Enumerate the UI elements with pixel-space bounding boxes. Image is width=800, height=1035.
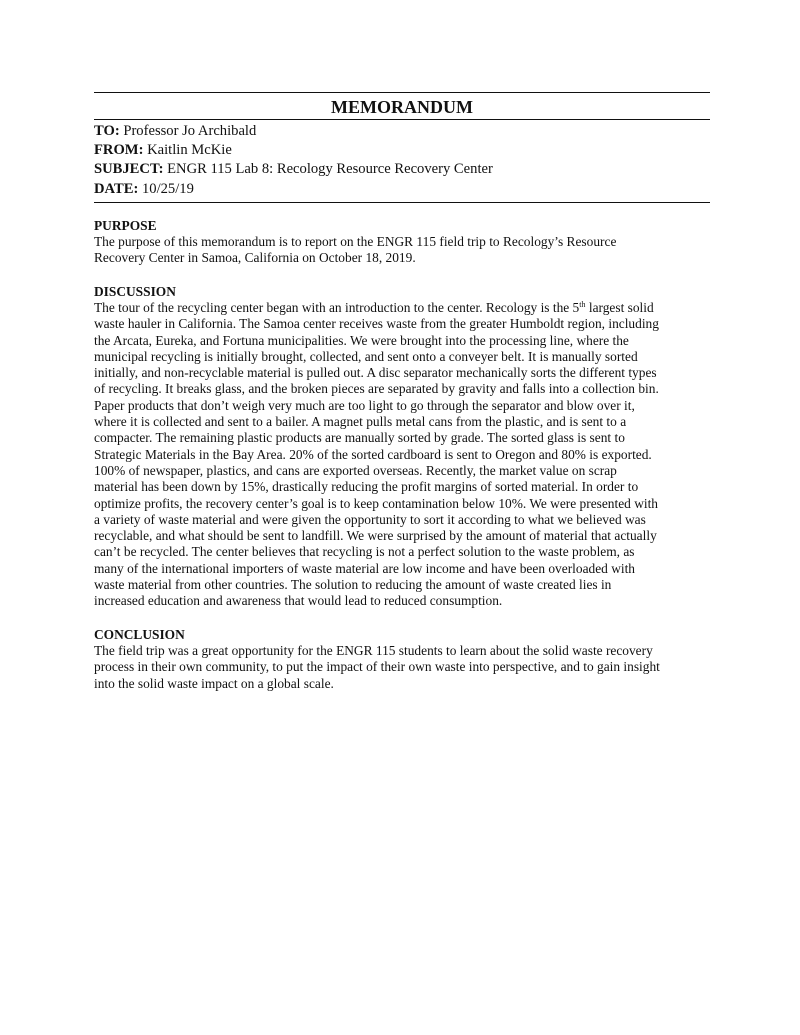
memo-header	[94, 120, 710, 202]
ordinal-suffix: th	[579, 300, 586, 309]
conclusion-line: The field trip was a great opportunity for the ENGR 115 students to learn about the solid waste recovery	[94, 642, 653, 658]
discussion-line: many of the international importers of waste material are low income and have been overloaded with	[94, 560, 636, 576]
purpose-section	[94, 218, 710, 267]
discussion-line: compacter. The remaining plastic products are manually sorted by grade. The sorted glass is sent to	[94, 430, 625, 446]
to-value: Professor Jo Archibald	[119, 123, 257, 139]
discussion-line: material has been down by 15%, drastically reducing the profit margins of sorted material. In order to	[94, 479, 639, 495]
memo-title: MEMORANDUM	[331, 97, 473, 117]
purpose-line: Recovery Center in Samoa, California on October 18, 2019.	[94, 250, 416, 266]
discussion-line: municipal recycling is initially brought, collected, and sent onto a conveyer belt. It is manually sorted	[94, 348, 638, 364]
discussion-line: increased education and awareness that would lead to reduced consumption.	[94, 593, 503, 609]
discussion-section	[94, 284, 710, 610]
discussion-line: optimize profits, the recovery center’s goal is to keep contamination below 10%. We were presented with	[94, 495, 659, 511]
purpose-heading: PURPOSE	[94, 217, 157, 233]
conclusion-line: process in their own community, to put the impact of their own waste into perspective, and to gain insight	[94, 659, 660, 675]
discussion-line: waste hauler in California. The Samoa center receives waste from the greater Humboldt region, including	[94, 316, 659, 332]
purpose-line: The purpose of this memorandum is to report on the ENGR 115 field trip to Recology’s Resource	[94, 234, 617, 250]
discussion-line: a variety of waste material and were given the opportunity to sort it according to what we believed was	[94, 511, 646, 527]
discussion-heading: DISCUSSION	[94, 283, 176, 299]
discussion-line: of recycling. It breaks glass, and the broken pieces are separated by gravity and falls into a collection bin.	[94, 381, 659, 397]
discussion-line-start: The tour of the recycling center began with an introduction to the center. Recology is the 5	[94, 300, 580, 315]
discussion-line: the Arcata, Eureka, and Fortuna municipalities. We were brought into the processing line, where the	[94, 332, 629, 348]
from-value: Kaitlin McKie	[143, 142, 232, 159]
from-label: FROM:	[94, 142, 144, 159]
subject-value: ENGR 115 Lab 8: Recology Resource Recovery Center	[163, 161, 493, 178]
discussion-line	[94, 300, 710, 316]
from-line	[94, 141, 710, 160]
to-label: TO:	[94, 123, 120, 139]
discussion-line: recyclable, and what should be sent to landfill. We were surprised by the amount of material that actually	[94, 528, 657, 544]
subject-line	[94, 160, 710, 179]
discussion-line-end: largest solid	[585, 300, 654, 315]
conclusion-heading: CONCLUSION	[94, 626, 185, 642]
discussion-line: 100% of newspaper, plastics, and cans are exported overseas. Recently, the market value on scrap	[94, 462, 617, 478]
subject-label: SUBJECT:	[94, 161, 164, 178]
header-rule	[94, 202, 710, 203]
discussion-line: can’t be recycled. The center believes that recycling is not a perfect solution to the waste problem, as	[94, 544, 635, 560]
date-value: 10/25/19	[138, 180, 194, 197]
discussion-line: waste material from other countries. The solution to reducing the amount of waste created lies in	[94, 577, 612, 593]
conclusion-line: into the solid waste impact on a global scale.	[94, 675, 334, 691]
to-line	[94, 122, 710, 141]
discussion-line: where it is collected and sent to a bailer. A magnet pulls metal cans from the plastic, and is sent to a	[94, 414, 627, 430]
discussion-line: Paper products that don’t weigh very much are too light to go through the separator and blow over it,	[94, 397, 635, 413]
date-line	[94, 180, 710, 199]
date-label: DATE:	[94, 180, 139, 197]
conclusion-section	[94, 627, 710, 692]
memo-page	[94, 92, 710, 692]
discussion-line: initially, and non-recyclable material is pulled out. A disc separator mechanically sorts the different types	[94, 365, 657, 381]
discussion-line: Strategic Materials in the Bay Area. 20% of the sorted cardboard is sent to Oregon and 80% is exported.	[94, 446, 652, 462]
